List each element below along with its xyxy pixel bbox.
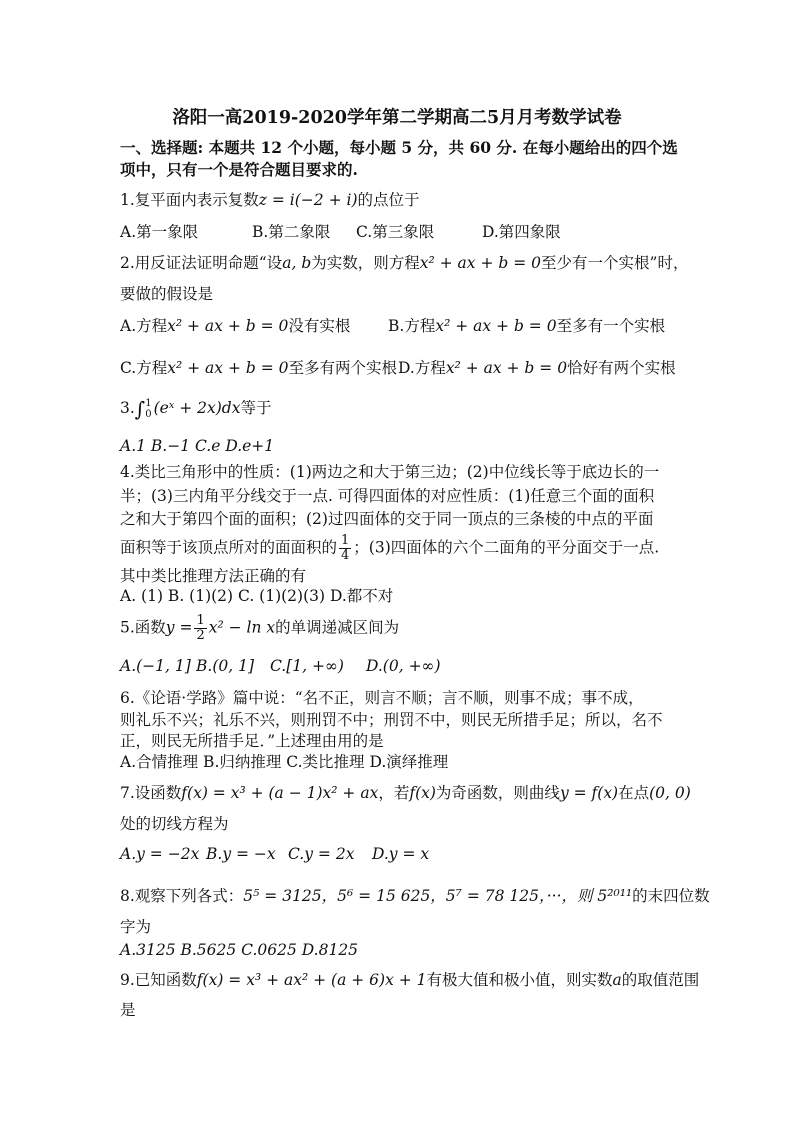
q1-option-d: D.第四象限 <box>482 223 561 241</box>
q2-option-a: A.方程x² + ax + b = 0没有实根 <box>120 317 351 335</box>
q4-options: A. (1) B. (1)(2) C. (1)(2)(3) D.都不对 <box>120 587 394 605</box>
q2-option-c: C.方程x² + ax + b = 0至多有两个实根 <box>120 359 397 377</box>
q7-line2: 处的切线方程为 <box>120 815 229 833</box>
q4-line1: 4.类比三角形中的性质：(1)两边之和大于第三边；(2)中位线长等于底边长的一 <box>120 463 660 481</box>
question-7: 7.设函数f(x) = x³ + (a − 1)x² + ax，若f(x)为奇函数，则曲线y = f(x)在点(0, 0) <box>120 784 691 802</box>
q4-line3: 之和大于第四个面的面积；(2)过四面体的交于同一顶点的三条棱的中点的平面 <box>120 510 654 528</box>
q6-line2: 则礼乐不兴；礼乐不兴，则刑罚不中；刑罚不中，则民无所措手足；所以，名不 <box>120 711 663 729</box>
q4-fraction: $\frac{1}{4}$ <box>341 533 350 563</box>
q5-option-d: D.(0, +∞) <box>366 657 441 675</box>
q6-line3: 正，则民无所措手足．”上述理由用的是 <box>120 732 384 750</box>
question-3: 3.∫ 1 0 (eˣ + 2x)dx等于 <box>120 397 272 421</box>
q3-integrand: (eˣ + 2x)dx <box>153 399 241 417</box>
q8-options: A.3125 B.5625 C.0625 D.8125 <box>120 941 359 959</box>
q2-line2: 要做的假设是 <box>120 285 214 303</box>
q7-option-d: D.y = x <box>372 845 430 863</box>
question-2: 2.用反证法证明命题“设a, b为实数，则方程x² + ax + b = 0至少有一个实根”时， <box>120 254 689 272</box>
q8-line2: 字为 <box>120 918 152 936</box>
question-1: 1.复平面内表示复数z = i(−2 + i)的点位于 <box>120 191 420 209</box>
q2-option-b: B.方程x² + ax + b = 0至多有一个实根 <box>388 317 666 335</box>
q6-line1: 6.《论语·学路》篇中说：“名不正，则言不顺；言不顺，则事不成；事不成， <box>120 689 644 707</box>
integral-limits: 1 0 <box>145 398 152 420</box>
q2-option-d: D.方程x² + ax + b = 0恰好有两个实根 <box>398 359 676 377</box>
question-9: 9.已知函数f(x) = x³ + ax² + (a + 6)x + 1有极大值和极小值，则实数a的取值范围 <box>120 971 700 989</box>
q6-options: A.合情推理 B.归纳推理 C.类比推理 D.演绎推理 <box>120 753 449 771</box>
q1-formula: z = i(−2 + i) <box>258 191 358 209</box>
question-8: 8.观察下列各式：5⁵ = 3125，5⁶ = 15 625，5⁷ = 78 125，···，则 5²⁰¹¹的末四位数 <box>120 887 710 905</box>
q5-option-c: C.[1, +∞) <box>270 657 344 675</box>
q7-option-b: B.y = −x <box>206 845 276 863</box>
q1-option-a: A.第一象限 <box>120 223 199 241</box>
q4-line5: 其中类比推理方法正确的有 <box>120 567 307 585</box>
exam-title: 洛阳一高2019-2020学年第二学期高二5月月考数学试卷 <box>172 108 622 128</box>
q1-option-c: C.第三象限 <box>356 223 435 241</box>
q5-fraction: $\frac{1}{2}$ <box>196 613 205 643</box>
integral-sign: ∫ <box>134 397 146 421</box>
q9-line2: 是 <box>120 1001 136 1019</box>
q3-options: A.1 B.−1 C.e D.e+1 <box>120 437 275 455</box>
q4-line4: 面积等于该顶点所对的面面积的 $\frac{1}{4}$ ；(3)四面体的六个二面角的平分面交于一点. <box>120 533 660 563</box>
q5-option-b: B.(0, 1] <box>196 657 254 675</box>
section-heading-line2: 项中，只有一个是符合题目要求的. <box>120 160 358 179</box>
q1-option-b: B.第二象限 <box>252 223 331 241</box>
q5-option-a: A.(−1, 1] <box>120 657 191 675</box>
q2-formula: x² + ax + b = 0 <box>419 254 542 272</box>
q4-line2: 半；(3)三内角平分线交于一点. 可得四面体的对应性质：(1)任意三个面的面积 <box>120 487 655 505</box>
question-5: 5.函数y = $\frac{1}{2}$ x² − ln x的单调递减区间为 <box>120 613 400 643</box>
q7-option-c: C.y = 2x <box>288 845 355 863</box>
section-heading-line1: 一、选择题: 本题共 12 个小题，每小题 5 分，共 60 分. 在每小题给出的四个选 <box>120 138 678 157</box>
q7-option-a: A.y = −2x <box>120 845 200 863</box>
